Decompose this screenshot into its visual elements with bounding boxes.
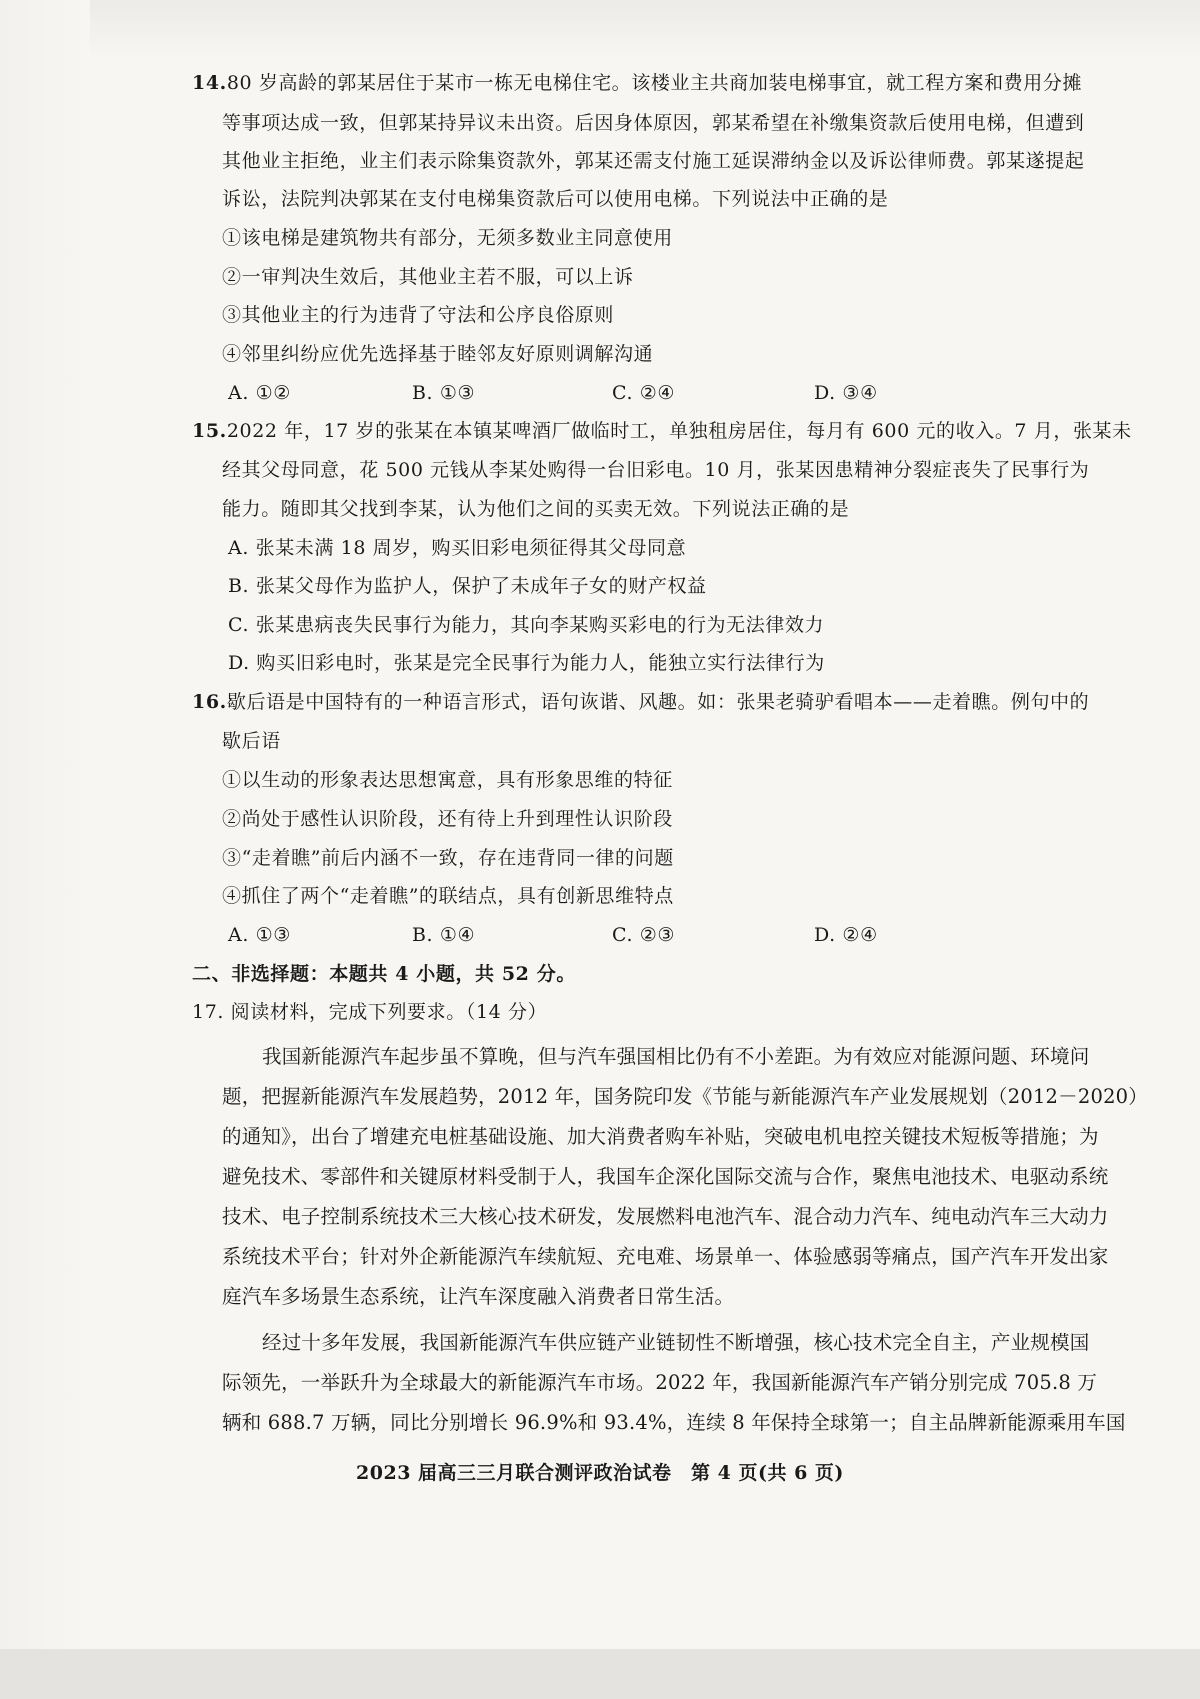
choice-item: B. 张某父母作为监护人，保护了未成年子女的财产权益	[228, 575, 707, 597]
question-number: 16.	[192, 691, 227, 713]
question-stem-line: 2022 年，17 岁的张某在本镇某啤酒厂做临时工，单独租房居住，每月有 600 元的收入。7 月，张某未	[226, 420, 1132, 442]
question-stem-line: 歇后语	[222, 730, 281, 752]
material-line: 技术、电子控制系统技术三大核心技术研发，发展燃料电池汽车、混合动力汽车、纯电动汽车三大动力	[222, 1205, 1109, 1228]
statement-item: ②尚处于感性认识阶段，还有待上升到理性认识阶段	[222, 808, 673, 830]
material-line: 的通知》，出台了增建充电桩基础设施、加大消费者购车补贴，突破电机电控关键技术短板等措施；为	[222, 1125, 1099, 1148]
page-footer: 2023 届高三三月联合测评政治试卷 第 4 页(共 6 页)	[356, 1462, 844, 1484]
section-heading: 二、非选择题：本题共 4 小题，共 52 分。	[192, 963, 576, 985]
material-line: 系统技术平台；针对外企新能源汽车续航短、充电难、场景单一、体验感弱等痛点，国产汽车开发出家	[222, 1245, 1109, 1268]
option-c: C. ②③	[612, 924, 676, 946]
material-line: 际领先，一举跃升为全球最大的新能源汽车市场。2022 年，我国新能源汽车产销分别完成 705.8 万	[222, 1371, 1098, 1394]
question-stem-line: 等事项达成一致，但郭某持异议未出资。后因身体原因，郭某希望在补缴集资款后使用电梯，但遭到	[222, 112, 1085, 134]
material-line: 经过十多年发展，我国新能源汽车供应链产业链韧性不断增强，核心技术完全自主，产业规模国	[262, 1331, 1090, 1354]
statement-item: ①以生动的形象表达思想寓意，具有形象思维的特征	[222, 769, 673, 791]
choice-item: D. 购买旧彩电时，张某是完全民事行为能力人，能独立实行法律行为	[228, 652, 825, 674]
option-a: A. ①③	[228, 924, 291, 946]
option-d: D. ②④	[814, 924, 878, 946]
question-stem-line: 诉讼，法院判决郭某在支付电梯集资款后可以使用电梯。下列说法中正确的是	[222, 188, 889, 210]
question-number: 15.	[192, 420, 227, 442]
option-b: B. ①③	[412, 382, 476, 404]
question-stem-line: 经其父母同意，花 500 元钱从李某处购得一台旧彩电。10 月，张某因患精神分裂症丧失了民事行为	[222, 459, 1090, 481]
choice-item: A. 张某未满 18 周岁，购买旧彩电须征得其父母同意	[228, 537, 687, 559]
question-stem-line: 歇后语是中国特有的一种语言形式，语句诙谐、风趣。如：张果老骑驴看唱本——走着瞧。例句中的	[226, 691, 1090, 713]
option-c: C. ②④	[612, 382, 676, 404]
question-prompt: 17. 阅读材料，完成下列要求。（14 分）	[192, 1001, 548, 1023]
option-d: D. ③④	[814, 382, 878, 404]
statement-item: ②一审判决生效后，其他业主若不服，可以上诉	[222, 266, 634, 288]
material-line: 题，把握新能源汽车发展趋势，2012 年，国务院印发《节能与新能源汽车产业发展规划（2012－2020）	[222, 1085, 1148, 1108]
statement-item: ④邻里纠纷应优先选择基于睦邻友好原则调解沟通	[222, 343, 654, 365]
option-a: A. ①②	[228, 382, 291, 404]
material-line: 避免技术、零部件和关键原材料受制于人，我国车企深化国际交流与合作，聚焦电池技术、电驱动系统	[222, 1165, 1109, 1188]
material-line: 辆和 688.7 万辆，同比分别增长 96.9%和 93.4%，连续 8 年保持全球第一；自主品牌新能源乘用车国	[222, 1411, 1126, 1434]
question-stem-line: 80 岁高龄的郭某居住于某市一栋无电梯住宅。该楼业主共商加装电梯事宜，就工程方案和费用分摊	[226, 72, 1083, 94]
question-stem-line: 其他业主拒绝，业主们表示除集资款外，郭某还需支付施工延误滞纳金以及诉讼律师费。郭某遂提起	[222, 150, 1085, 172]
material-line: 我国新能源汽车起步虽不算晚，但与汽车强国相比仍有不小差距。为有效应对能源问题、环境问	[262, 1045, 1090, 1068]
choice-item: C. 张某患病丧失民事行为能力，其向李某购买彩电的行为无法律效力	[228, 614, 825, 636]
statement-item: ④抓住了两个“走着瞧”的联结点，具有创新思维特点	[222, 885, 674, 907]
question-stem-line: 能力。随即其父找到李某，认为他们之间的买卖无效。下列说法正确的是	[222, 498, 850, 520]
material-line: 庭汽车多场景生态系统，让汽车深度融入消费者日常生活。	[222, 1285, 735, 1308]
option-b: B. ①④	[412, 924, 476, 946]
statement-item: ③其他业主的行为违背了守法和公序良俗原则	[222, 304, 615, 326]
question-number: 14.	[192, 72, 227, 94]
statement-item: ③“走着瞧”前后内涵不一致，存在违背同一律的问题	[222, 847, 674, 869]
statement-item: ①该电梯是建筑物共有部分，无须多数业主同意使用	[222, 227, 673, 249]
